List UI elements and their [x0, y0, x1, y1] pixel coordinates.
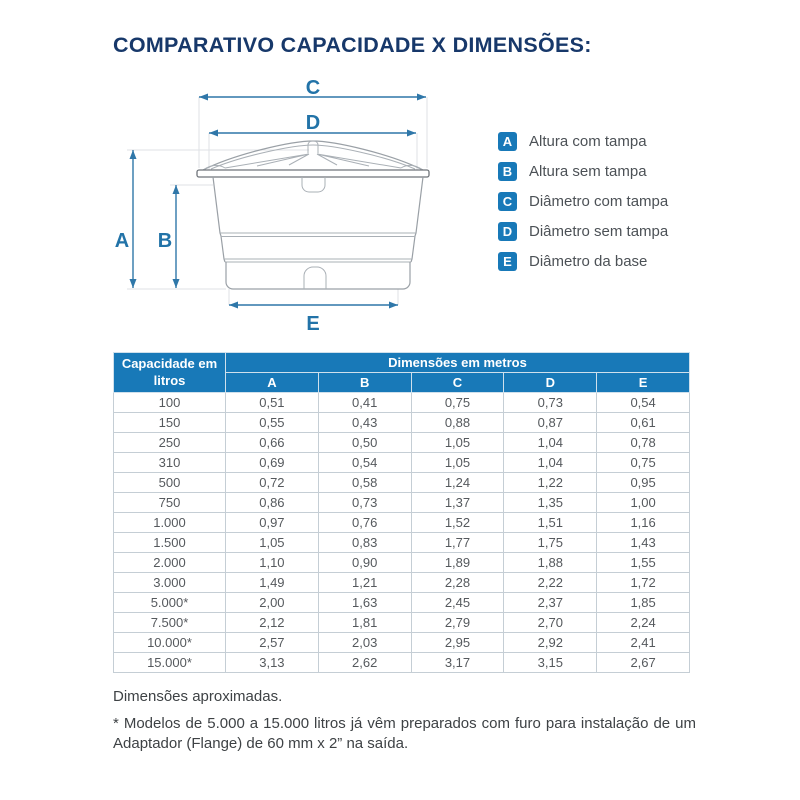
capacity-cell: 250 — [114, 433, 226, 453]
dimension-cell: 1,52 — [411, 513, 504, 533]
dimension-cell: 1,04 — [504, 433, 597, 453]
table-row — [114, 413, 690, 433]
table-row — [114, 393, 690, 413]
dimension-cell: 1,24 — [411, 473, 504, 493]
dimension-cell: 1,10 — [226, 553, 319, 573]
dimension-cell: 1,89 — [411, 553, 504, 573]
dimension-cell: 1,75 — [504, 533, 597, 553]
legend-label: Diâmetro com tampa — [529, 193, 669, 210]
dimension-cell: 0,41 — [318, 393, 411, 413]
legend-item — [498, 252, 668, 271]
table-row — [114, 653, 690, 673]
dimension-column-header: E — [597, 373, 690, 393]
capacity-cell: 100 — [114, 393, 226, 413]
dimension-cell: 0,76 — [318, 513, 411, 533]
table-row — [114, 473, 690, 493]
arrow-label-c: C — [305, 78, 321, 99]
arrow-label-a: A — [114, 230, 130, 252]
dimension-column-header: B — [318, 373, 411, 393]
dimension-cell: 3,17 — [411, 653, 504, 673]
table-row — [114, 593, 690, 613]
dimension-cell: 1,72 — [597, 573, 690, 593]
dimension-cell: 1,77 — [411, 533, 504, 553]
dimension-column-header: D — [504, 373, 597, 393]
dimension-cell: 0,66 — [226, 433, 319, 453]
dimension-cell: 0,55 — [226, 413, 319, 433]
dimensions-group-header: Dimensões em metros — [226, 353, 690, 373]
dimension-cell: 0,72 — [226, 473, 319, 493]
capacity-cell: 15.000* — [114, 653, 226, 673]
arrow-label-d: D — [305, 112, 321, 134]
dimension-cell: 2,28 — [411, 573, 504, 593]
dimension-cell: 0,54 — [597, 393, 690, 413]
dimension-cell: 2,70 — [504, 613, 597, 633]
table-row — [114, 553, 690, 573]
water-tank-drawing — [197, 141, 429, 289]
legend-item — [498, 162, 668, 181]
dimension-cell: 2,24 — [597, 613, 690, 633]
dimension-cell: 1,22 — [504, 473, 597, 493]
legend-key-badge: B — [498, 162, 517, 181]
arrow-label-e: E — [306, 313, 320, 335]
capacity-cell: 3.000 — [114, 573, 226, 593]
dimension-cell: 0,90 — [318, 553, 411, 573]
dimension-cell: 2,03 — [318, 633, 411, 653]
legend-item — [498, 132, 668, 151]
dimension-cell: 1,05 — [226, 533, 319, 553]
dimension-cell: 0,73 — [504, 393, 597, 413]
dimension-column-header: C — [411, 373, 504, 393]
dimension-cell: 2,37 — [504, 593, 597, 613]
capacity-column-header: Capacidade em litros — [114, 353, 226, 393]
dimension-cell: 1,04 — [504, 453, 597, 473]
dimension-legend — [498, 132, 668, 282]
dimension-cell: 2,22 — [504, 573, 597, 593]
note-approximate-dimensions: Dimensões aproximadas. — [113, 688, 283, 705]
dimension-cell: 0,97 — [226, 513, 319, 533]
table-row — [114, 453, 690, 473]
table-row — [114, 633, 690, 653]
dimension-cell: 0,54 — [318, 453, 411, 473]
capacity-cell: 150 — [114, 413, 226, 433]
dimension-cell: 1,49 — [226, 573, 319, 593]
dimension-cell: 2,95 — [411, 633, 504, 653]
capacity-cell: 10.000* — [114, 633, 226, 653]
dimension-cell: 0,75 — [411, 393, 504, 413]
legend-item — [498, 222, 668, 241]
capacity-cell: 750 — [114, 493, 226, 513]
dimension-cell: 2,41 — [597, 633, 690, 653]
dimension-cell: 1,55 — [597, 553, 690, 573]
dimension-cell: 1,16 — [597, 513, 690, 533]
dimension-cell: 1,21 — [318, 573, 411, 593]
dimension-cell: 2,62 — [318, 653, 411, 673]
dimension-cell: 0,51 — [226, 393, 319, 413]
dimension-cell: 1,81 — [318, 613, 411, 633]
dimension-cell: 1,37 — [411, 493, 504, 513]
dimension-cell: 0,88 — [411, 413, 504, 433]
dimension-cell: 0,61 — [597, 413, 690, 433]
dimension-cell: 3,15 — [504, 653, 597, 673]
dimension-cell: 2,45 — [411, 593, 504, 613]
dimension-cell: 1,51 — [504, 513, 597, 533]
dimension-cell: 1,88 — [504, 553, 597, 573]
table-row — [114, 433, 690, 453]
dimension-cell: 1,05 — [411, 453, 504, 473]
capacity-cell: 1.000 — [114, 513, 226, 533]
footer-notes — [113, 688, 696, 755]
table-row — [114, 613, 690, 633]
capacity-cell: 1.500 — [114, 533, 226, 553]
legend-key-badge: D — [498, 222, 517, 241]
dimension-cell: 1,35 — [504, 493, 597, 513]
dimension-cell: 0,58 — [318, 473, 411, 493]
table-body — [114, 393, 690, 673]
dimension-cell: 0,50 — [318, 433, 411, 453]
dimension-cell: 2,12 — [226, 613, 319, 633]
dimension-cell: 0,78 — [597, 433, 690, 453]
dimension-cell: 0,69 — [226, 453, 319, 473]
legend-label: Altura sem tampa — [529, 163, 647, 180]
capacity-cell: 2.000 — [114, 553, 226, 573]
arrow-label-b: B — [157, 230, 173, 252]
legend-key-badge: A — [498, 132, 517, 151]
legend-key-badge: E — [498, 252, 517, 271]
legend-label: Diâmetro sem tampa — [529, 223, 669, 240]
dimension-cell: 1,63 — [318, 593, 411, 613]
dimension-cell: 1,85 — [597, 593, 690, 613]
dimension-cell: 1,00 — [597, 493, 690, 513]
page-title: COMPARATIVO CAPACIDADE X DIMENSÕES: — [113, 33, 592, 57]
dimension-cell: 0,83 — [318, 533, 411, 553]
capacity-cell: 5.000* — [114, 593, 226, 613]
table-header-row-1 — [114, 353, 690, 373]
table-row — [114, 573, 690, 593]
legend-label: Altura com tampa — [529, 133, 647, 150]
dimension-cell: 1,05 — [411, 433, 504, 453]
legend-item — [498, 192, 668, 211]
table-row — [114, 493, 690, 513]
note-flange-models: * Modelos de 5.000 a 15.000 litros já vêm preparados com furo para instalação de um Adaptador (Flange) de 60 mm x 2” na saída. — [113, 715, 696, 753]
capacity-cell: 7.500* — [114, 613, 226, 633]
dimension-cell: 0,87 — [504, 413, 597, 433]
dimension-cell: 0,43 — [318, 413, 411, 433]
dimension-cell: 0,73 — [318, 493, 411, 513]
guide-lines — [127, 97, 427, 305]
dimension-cell: 0,86 — [226, 493, 319, 513]
tank-dimension-diagram — [105, 78, 465, 343]
dimension-column-header: A — [226, 373, 319, 393]
capacity-cell: 500 — [114, 473, 226, 493]
table-row — [114, 533, 690, 553]
legend-label: Diâmetro da base — [529, 253, 648, 270]
dimension-cell: 2,00 — [226, 593, 319, 613]
dimension-cell: 2,92 — [504, 633, 597, 653]
legend-key-badge: C — [498, 192, 517, 211]
capacity-cell: 310 — [114, 453, 226, 473]
dimension-cell: 3,13 — [226, 653, 319, 673]
dimension-cell: 0,75 — [597, 453, 690, 473]
dimension-arrows — [130, 94, 427, 309]
dimension-cell: 2,79 — [411, 613, 504, 633]
dimension-cell: 0,95 — [597, 473, 690, 493]
dimensions-table — [113, 352, 690, 673]
tank-rim — [197, 170, 429, 177]
table-row — [114, 513, 690, 533]
dimension-cell: 2,57 — [226, 633, 319, 653]
dimension-cell: 1,43 — [597, 533, 690, 553]
dimension-cell: 2,67 — [597, 653, 690, 673]
